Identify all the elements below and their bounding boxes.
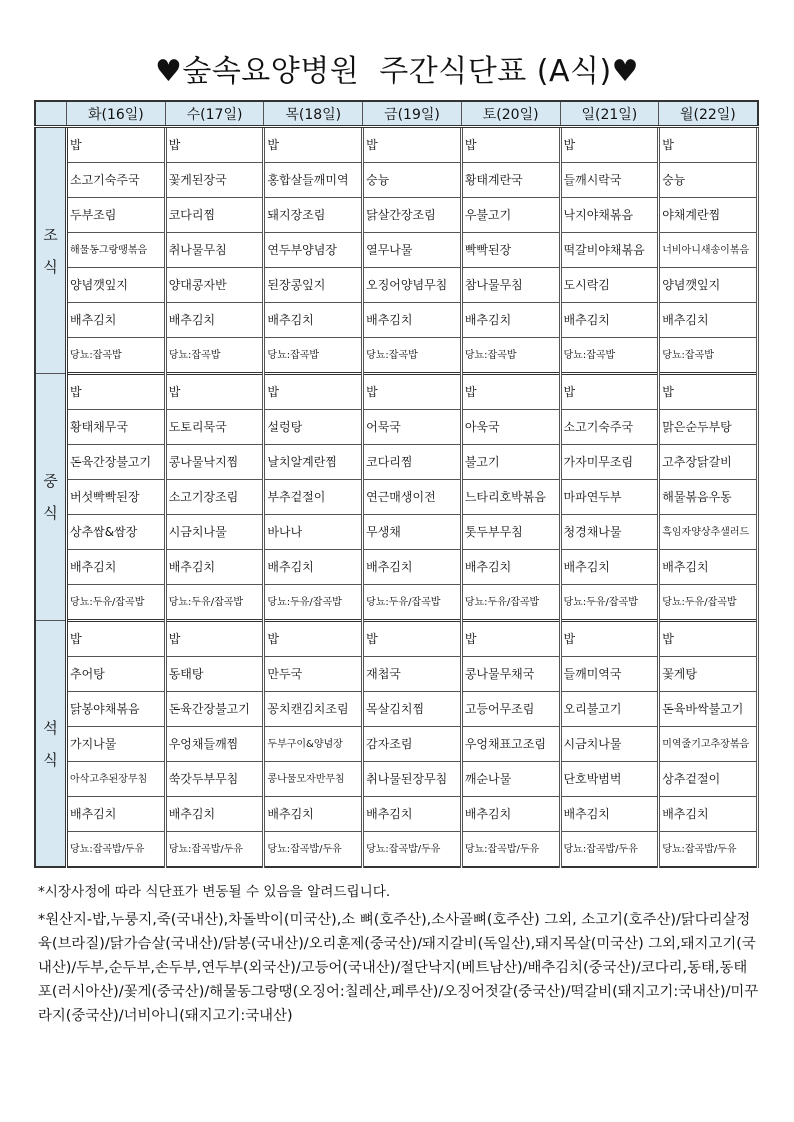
menu-cell: 배추김치 — [67, 303, 166, 338]
menu-cell: 추어탕 — [67, 657, 166, 692]
menu-row — [35, 374, 758, 410]
menu-row — [35, 198, 758, 233]
menu-cell: 너비아니새송이볶음 — [659, 233, 758, 268]
menu-row — [35, 445, 758, 480]
menu-cell: 우엉채들깨찜 — [165, 727, 264, 762]
menu-cell: 배추김치 — [659, 550, 758, 585]
menu-cell: 가지나물 — [67, 727, 166, 762]
page-title: ♥숲속요양병원 주간식단표 (A식)♥ — [154, 54, 640, 89]
menu-cell: 부추겉절이 — [264, 480, 363, 515]
menu-cell: 배추김치 — [264, 797, 363, 832]
menu-cell: 돈육간장불고기 — [67, 445, 166, 480]
menu-cell: 해물동그랑땡볶음 — [67, 233, 166, 268]
menu-cell: 취나물무침 — [165, 233, 264, 268]
menu-cell: 야채계란찜 — [659, 198, 758, 233]
menu-cell: 취나물된장무침 — [363, 762, 462, 797]
day-header: 금(19일) — [363, 101, 462, 127]
menu-cell: 오리불고기 — [560, 692, 659, 727]
menu-cell: 고추장닭갈비 — [659, 445, 758, 480]
menu-cell: 재첩국 — [363, 657, 462, 692]
menu-cell: 코다리찜 — [165, 198, 264, 233]
menu-cell: 당뇨:잡곡밥 — [560, 338, 659, 374]
menu-cell: 상추쌈&쌈장 — [67, 515, 166, 550]
menu-body — [35, 127, 758, 868]
day-header: 수(17일) — [165, 101, 264, 127]
menu-cell: 배추김치 — [560, 797, 659, 832]
menu-row — [35, 303, 758, 338]
menu-cell: 황태채무국 — [67, 410, 166, 445]
menu-cell: 열무나물 — [363, 233, 462, 268]
menu-cell: 맑은순두부탕 — [659, 410, 758, 445]
menu-cell: 오징어양념무침 — [363, 268, 462, 303]
menu-cell: 밥 — [165, 127, 264, 163]
meal-label — [35, 621, 67, 868]
menu-cell: 밥 — [363, 374, 462, 410]
menu-cell: 콩나물무채국 — [461, 657, 560, 692]
menu-cell: 참나물무침 — [461, 268, 560, 303]
menu-row — [35, 692, 758, 727]
menu-row — [35, 127, 758, 163]
menu-cell: 바나나 — [264, 515, 363, 550]
menu-cell: 당뇨:잡곡밥 — [67, 338, 166, 374]
menu-row — [35, 727, 758, 762]
menu-cell: 톳두부무침 — [461, 515, 560, 550]
day-header: 월(22일) — [659, 101, 758, 127]
menu-cell: 된장콩잎지 — [264, 268, 363, 303]
menu-cell: 들깨시락국 — [560, 163, 659, 198]
menu-cell: 숭늉 — [363, 163, 462, 198]
menu-cell: 돈육바싹불고기 — [659, 692, 758, 727]
menu-row — [35, 657, 758, 692]
menu-cell: 배추김치 — [659, 797, 758, 832]
menu-cell: 밥 — [659, 127, 758, 163]
menu-cell: 배추김치 — [67, 797, 166, 832]
menu-cell: 배추김치 — [67, 550, 166, 585]
menu-cell: 닭봉야채볶음 — [67, 692, 166, 727]
menu-cell: 두부구이&양념장 — [264, 727, 363, 762]
menu-cell: 밥 — [67, 621, 166, 657]
menu-cell: 버섯빡빡된장 — [67, 480, 166, 515]
menu-cell: 배추김치 — [165, 797, 264, 832]
menu-cell: 연근매생이전 — [363, 480, 462, 515]
menu-cell: 가자미무조림 — [560, 445, 659, 480]
menu-cell: 꽃게된장국 — [165, 163, 264, 198]
menu-cell: 밥 — [560, 127, 659, 163]
weekly-menu-table — [34, 100, 759, 868]
corner-cell — [35, 101, 67, 127]
day-header: 목(18일) — [264, 101, 363, 127]
day-header: 일(21일) — [560, 101, 659, 127]
menu-cell: 청경채나물 — [560, 515, 659, 550]
menu-cell: 밥 — [560, 374, 659, 410]
menu-cell: 밥 — [67, 374, 166, 410]
menu-cell: 당뇨:잡곡밥/두유 — [363, 832, 462, 868]
menu-cell: 배추김치 — [363, 303, 462, 338]
menu-cell: 아삭고추된장무침 — [67, 762, 166, 797]
menu-cell: 당뇨:잡곡밥/두유 — [659, 832, 758, 868]
menu-cell: 당뇨:잡곡밥 — [363, 338, 462, 374]
menu-cell: 배추김치 — [264, 550, 363, 585]
menu-cell: 당뇨:잡곡밥/두유 — [461, 832, 560, 868]
menu-cell: 양념깻잎지 — [659, 268, 758, 303]
menu-cell: 밥 — [560, 621, 659, 657]
menu-cell: 코다리찜 — [363, 445, 462, 480]
menu-cell: 꽁치캔김치조림 — [264, 692, 363, 727]
menu-cell: 설렁탕 — [264, 410, 363, 445]
menu-cell: 단호박범벅 — [560, 762, 659, 797]
menu-cell: 목살김치찜 — [363, 692, 462, 727]
menu-cell: 숭늉 — [659, 163, 758, 198]
menu-cell: 무생채 — [363, 515, 462, 550]
menu-row — [35, 832, 758, 868]
menu-cell: 도토리묵국 — [165, 410, 264, 445]
menu-cell: 당뇨:잡곡밥 — [165, 338, 264, 374]
menu-cell: 만두국 — [264, 657, 363, 692]
menu-cell: 밥 — [461, 127, 560, 163]
day-header-row — [35, 101, 758, 127]
menu-cell: 밥 — [363, 621, 462, 657]
meal-label-text: 조식 — [43, 225, 58, 276]
menu-cell: 당뇨:두유/잡곡밥 — [363, 585, 462, 621]
menu-cell: 당뇨:잡곡밥/두유 — [165, 832, 264, 868]
menu-row — [35, 410, 758, 445]
menu-row — [35, 480, 758, 515]
menu-cell: 홍합살들깨미역 — [264, 163, 363, 198]
menu-cell: 날치알계란찜 — [264, 445, 363, 480]
menu-cell: 연두부양념장 — [264, 233, 363, 268]
menu-cell: 당뇨:두유/잡곡밥 — [461, 585, 560, 621]
menu-cell: 양념깻잎지 — [67, 268, 166, 303]
menu-cell: 소고기장조림 — [165, 480, 264, 515]
menu-cell: 두부조림 — [67, 198, 166, 233]
menu-cell: 밥 — [659, 621, 758, 657]
menu-cell: 소고기숙주국 — [67, 163, 166, 198]
menu-cell: 당뇨:두유/잡곡밥 — [165, 585, 264, 621]
menu-cell: 시금치나물 — [560, 727, 659, 762]
menu-row — [35, 163, 758, 198]
menu-cell: 어묵국 — [363, 410, 462, 445]
menu-cell: 양대콩자반 — [165, 268, 264, 303]
menu-cell: 깨순나물 — [461, 762, 560, 797]
menu-cell: 밥 — [461, 621, 560, 657]
menu-cell: 배추김치 — [363, 797, 462, 832]
menu-cell: 당뇨:잡곡밥 — [461, 338, 560, 374]
menu-cell: 당뇨:잡곡밥 — [264, 338, 363, 374]
meal-label — [35, 127, 67, 374]
menu-cell: 마파연두부 — [560, 480, 659, 515]
menu-cell: 해물볶음우동 — [659, 480, 758, 515]
menu-cell: 당뇨:두유/잡곡밥 — [659, 585, 758, 621]
menu-cell: 당뇨:두유/잡곡밥 — [560, 585, 659, 621]
menu-cell: 소고기숙주국 — [560, 410, 659, 445]
menu-cell: 떡갈비야채볶음 — [560, 233, 659, 268]
menu-cell: 미역줄기고추장볶음 — [659, 727, 758, 762]
menu-cell: 황태계란국 — [461, 163, 560, 198]
menu-cell: 배추김치 — [165, 550, 264, 585]
menu-cell: 밥 — [264, 374, 363, 410]
menu-cell: 돈육간장불고기 — [165, 692, 264, 727]
menu-cell: 밥 — [165, 374, 264, 410]
notice-text: *시장사정에 따라 식단표가 변동될 수 있음을 알려드립니다. — [38, 884, 391, 900]
menu-cell: 밥 — [264, 127, 363, 163]
menu-cell: 콩나물낙지찜 — [165, 445, 264, 480]
menu-cell: 불고기 — [461, 445, 560, 480]
menu-cell: 시금치나물 — [165, 515, 264, 550]
menu-cell: 닭살간장조림 — [363, 198, 462, 233]
menu-cell: 배추김치 — [165, 303, 264, 338]
menu-cell: 꽃게탕 — [659, 657, 758, 692]
menu-cell: 아욱국 — [461, 410, 560, 445]
menu-row — [35, 762, 758, 797]
menu-cell: 당뇨:두유/잡곡밥 — [264, 585, 363, 621]
menu-cell: 낙지야채볶음 — [560, 198, 659, 233]
menu-row — [35, 515, 758, 550]
menu-cell: 밥 — [659, 374, 758, 410]
menu-cell: 배추김치 — [264, 303, 363, 338]
menu-row — [35, 621, 758, 657]
menu-cell: 배추김치 — [560, 550, 659, 585]
menu-cell: 돼지장조림 — [264, 198, 363, 233]
menu-cell: 밥 — [461, 374, 560, 410]
origin-text: *원산지-밥,누룽지,죽(국내산),차돌박이(미국산),소 뼈(호주산),소사골뼈(호주산) 그외, 소고기(호주산)/닭다리살정육(브라질)/닭가슴살(국내산)/닭봉(국내산)/오리훈제(중국산)/돼지갈비(독일산),돼지목살(미국산) 그외,돼지고기(국내산)/두부,순두부,손두부,연두부(외국산)/고등어(국내산)/절단낙지(베트남산)/배추김치(중국산)/코다리,동태,동태포(러시아산)/꽃게(중국산)/해물동그랑땡(오징어:칠레산,페루산)/오징어젓갈(중국산)/떡갈비(돼지고기:국내산)/미꾸라지(중국산)/너비아니(돼지고기:국내산) — [38, 912, 759, 1024]
day-header: 화(16일) — [67, 101, 166, 127]
menu-cell: 배추김치 — [560, 303, 659, 338]
menu-cell: 밥 — [67, 127, 166, 163]
menu-cell: 우불고기 — [461, 198, 560, 233]
menu-cell: 당뇨:잡곡밥 — [659, 338, 758, 374]
menu-cell: 배추김치 — [363, 550, 462, 585]
menu-cell: 상추겉절이 — [659, 762, 758, 797]
menu-row — [35, 268, 758, 303]
menu-cell: 흑임자양상추샐러드 — [659, 515, 758, 550]
menu-cell: 배추김치 — [461, 797, 560, 832]
menu-cell: 당뇨:잡곡밥/두유 — [67, 832, 166, 868]
menu-cell: 우엉채표고조림 — [461, 727, 560, 762]
menu-row — [35, 585, 758, 621]
menu-row — [35, 550, 758, 585]
menu-cell: 당뇨:두유/잡곡밥 — [67, 585, 166, 621]
menu-cell: 밥 — [264, 621, 363, 657]
menu-cell: 쑥갓두부무침 — [165, 762, 264, 797]
menu-row — [35, 797, 758, 832]
meal-label-text: 석식 — [43, 718, 58, 769]
menu-cell: 동태탕 — [165, 657, 264, 692]
menu-cell: 느타리호박볶음 — [461, 480, 560, 515]
menu-cell: 당뇨:잡곡밥/두유 — [560, 832, 659, 868]
meal-label — [35, 374, 67, 621]
menu-row — [35, 338, 758, 374]
menu-cell: 밥 — [363, 127, 462, 163]
menu-cell: 도시락김 — [560, 268, 659, 303]
menu-cell: 배추김치 — [659, 303, 758, 338]
day-header: 토(20일) — [461, 101, 560, 127]
menu-cell: 콩나물모자반무침 — [264, 762, 363, 797]
menu-cell: 배추김치 — [461, 550, 560, 585]
notes-section — [38, 880, 760, 1032]
menu-row — [35, 233, 758, 268]
menu-cell: 고등어무조림 — [461, 692, 560, 727]
menu-cell: 감자조림 — [363, 727, 462, 762]
menu-cell: 당뇨:잡곡밥/두유 — [264, 832, 363, 868]
menu-cell: 빡빡된장 — [461, 233, 560, 268]
meal-label-text: 중식 — [43, 472, 58, 522]
menu-cell: 들깨미역국 — [560, 657, 659, 692]
menu-cell: 밥 — [165, 621, 264, 657]
menu-cell: 배추김치 — [461, 303, 560, 338]
